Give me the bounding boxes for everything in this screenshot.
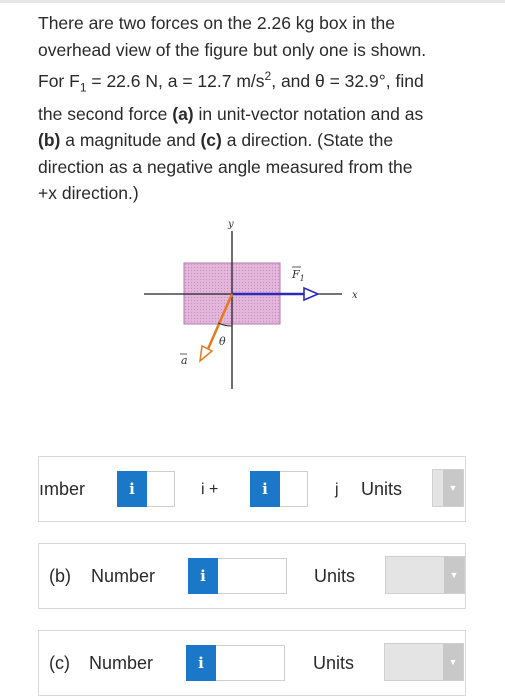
j-unit-label: j [335,481,339,498]
angle-theta-label: θ [219,335,226,348]
units-label: Units [313,653,355,673]
units-select[interactable] [432,469,464,507]
chevron-down-icon: ▼ [444,557,464,593]
question-text [38,10,478,207]
question-line-6: direction as a negative angle measured from the [38,156,413,177]
x-axis-label: x [352,290,358,301]
number-label: Number [91,566,156,586]
number-label: Number [89,653,154,673]
force-diagram [130,206,370,396]
question-line-2: overhead view of the figure but only one is shown. [38,39,427,60]
question-line-3 [38,63,478,101]
units-label: Units [314,566,356,586]
force-f1-label: $F_1$ [292,268,305,283]
question-line-5 [38,127,478,154]
units-select[interactable] [384,643,464,681]
acceleration-arrowhead [200,346,212,361]
question-line-5-rest: a direction. (State the [221,130,394,151]
question-values: = 22.6 N, a = 12.7 m/s [86,70,265,91]
top-border [0,0,505,3]
answer-c-label: (c) [49,653,70,673]
chevron-down-icon: ▼ [443,470,463,506]
acceleration-label: a [181,354,188,367]
answer-row-c [38,630,466,696]
units-label: Units [361,479,403,499]
answer-b-input[interactable] [218,558,287,594]
question-line-7: +x direction.) [38,183,139,204]
answer-row-a [38,456,466,522]
question-line-1: There are two forces on the 2.26 kg box in the [38,13,396,33]
question-line-4-text: the second force [38,103,173,124]
question-part-c-marker: (c) [200,130,222,151]
question-f-subscript: 1 [79,80,87,95]
info-icon[interactable]: i [186,645,216,681]
answer-row-b [38,543,466,609]
units-select[interactable] [385,556,465,594]
i-unit-label: i + [201,481,219,498]
answer-a-i-input[interactable] [147,471,175,507]
info-icon[interactable]: i [117,471,147,507]
question-line-4-rest: in unit-vector notation and as [193,103,424,124]
answer-c-input[interactable] [216,645,285,681]
question-line-4 [38,101,478,128]
answer-a-j-input[interactable] [280,471,308,507]
question-angle: , and θ = 32.9°, find [271,70,424,91]
chevron-down-icon: ▼ [443,644,463,680]
answer-a-label: ımber [39,479,86,499]
question-line-5-text: a magnitude and [60,130,201,151]
answer-b-label: (b) [49,566,71,586]
question-part-a-marker: (a) [172,103,194,124]
question-part-b-marker: (b) [38,130,61,151]
question-exponent: 2 [264,69,272,83]
info-icon[interactable]: i [188,558,218,594]
y-axis-label: y [228,219,234,230]
force-f1-arrowhead [304,288,318,300]
question-f-symbol: For F [38,70,80,91]
info-icon[interactable]: i [250,471,280,507]
